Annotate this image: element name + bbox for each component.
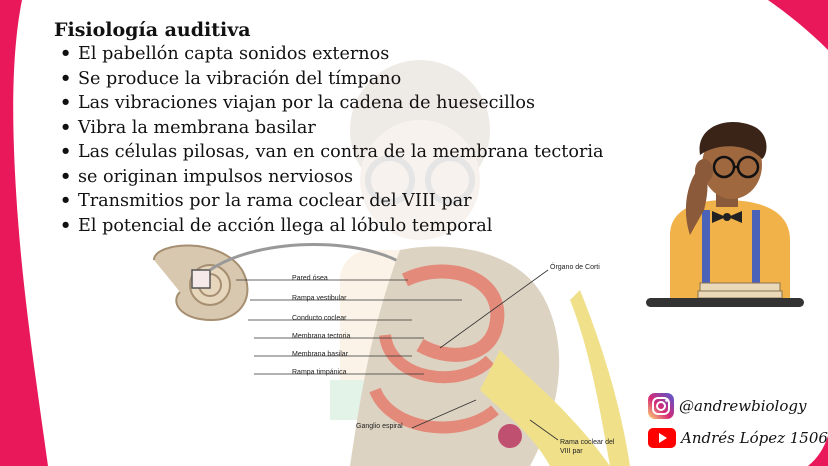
label-ganglio-espiral: Ganglio espiral [356,423,403,430]
character-illustration [640,115,810,310]
bullet-item: • Vibra la membrana basilar [60,116,603,141]
cochlea-diagram [150,240,630,466]
label-rampa-vestibular: Rampa vestibular [292,295,347,302]
cochlea-illustration [150,240,630,466]
bullet-item: • El pabellón capta sonidos externos [60,42,603,67]
bullet-item: • Transmitios por la rama coclear del VIII par [60,189,603,214]
bullet-item: • Las células pilosas, van en contra de la membrana tectoria [60,140,603,165]
bullet-item: • Se produce la vibración del tímpano [60,67,603,92]
youtube-channel[interactable] [647,426,828,450]
bullet-item: • Las vibraciones viajan por la cadena de huesecillos [60,91,603,116]
youtube-icon [647,426,677,450]
label-rampa-timpanica: Rampa timpánica [292,369,347,376]
youtube-channel-text: Andrés López 1506 [681,429,828,447]
slide-title: Fisiología auditiva [54,19,251,41]
bullet-list [60,42,603,238]
bullet-item: • se originan impulsos nerviosos [60,165,603,190]
label-rama-coclear-1: Rama coclear del [560,439,615,446]
pink-accent-top-right [738,0,828,60]
label-organo-corti: Órgano de Corti [550,264,600,271]
label-membrana-tectoria: Membrana tectoria [292,333,351,340]
bullet-item: • El potencial de acción llega al lóbulo temporal [60,214,603,239]
label-pared-osea: Pared ósea [292,275,328,282]
instagram-icon [647,392,675,420]
label-conducto-coclear: Conducto coclear [292,315,347,322]
instagram-handle-text: @andrewbiology [679,397,807,415]
instagram-handle[interactable] [647,392,806,420]
label-rama-coclear-2: VIII par [560,448,583,455]
label-membrana-basilar: Membrana basilar [292,351,349,358]
